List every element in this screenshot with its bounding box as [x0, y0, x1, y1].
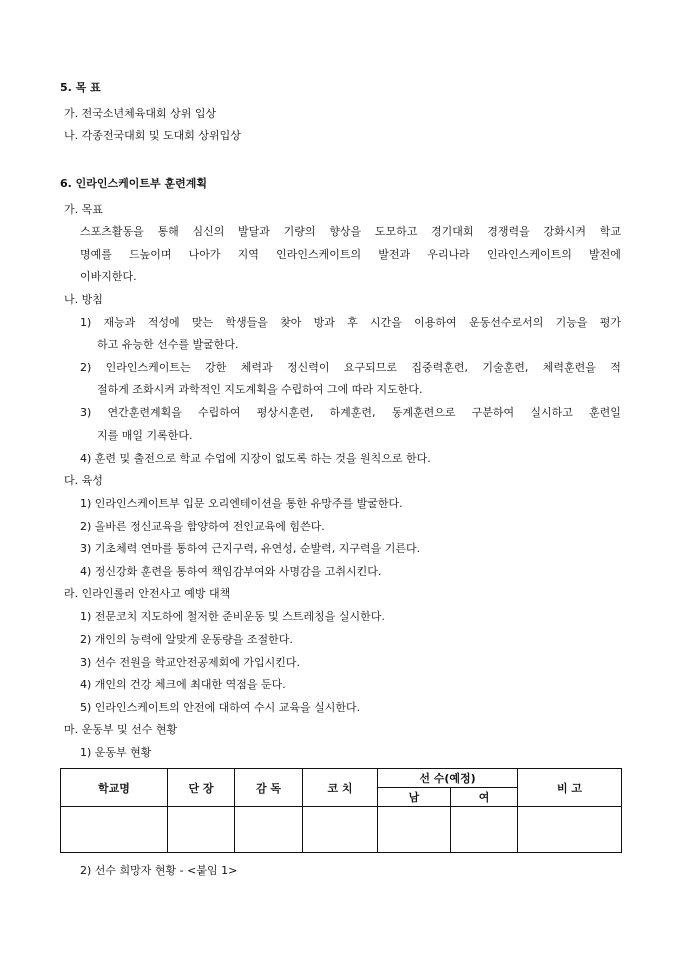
header-female: 여 [451, 788, 518, 807]
word: 적성에 [147, 316, 180, 329]
word: 강한 [205, 361, 227, 374]
word: 체력훈련을 [542, 361, 596, 374]
ra-item-2: 2) 개인의 능력에 알맞게 운동량을 조절한다. [80, 633, 293, 646]
word: 향상을 [329, 225, 362, 238]
word: 체력과 [240, 361, 273, 374]
cell-female [451, 807, 518, 853]
word: 기술훈련, [482, 361, 529, 374]
na-item-1-line-2: 하고 유능한 선수를 발굴한다. [97, 338, 239, 351]
ra-item-5: 5) 인라인스케이트의 안전에 대하여 수시 교육을 실시한다. [80, 701, 361, 714]
da-item-4: 4) 정신강화 훈련을 통하여 책임감부여와 사명감을 고취시킨다. [80, 565, 382, 578]
ga-paragraph-line-1 [80, 225, 621, 239]
word: 기량의 [283, 225, 316, 238]
na-item-3-line-1 [80, 406, 621, 420]
word: 평상시훈련, [256, 406, 314, 419]
word: 이용하여 [414, 316, 457, 329]
header-director: 감 독 [235, 769, 303, 807]
cell-director [235, 807, 303, 853]
word: 우리나라 [427, 248, 470, 261]
cell-male [378, 807, 451, 853]
cell-coach [303, 807, 378, 853]
cell-school [61, 807, 168, 853]
word: 나아가 [188, 248, 221, 261]
word: 집중력훈련, [411, 361, 469, 374]
header-players: 선 수(예정) [378, 769, 518, 788]
word: 하계훈련, [329, 406, 376, 419]
sub-na-heading: 나. 방침 [64, 293, 103, 306]
header-male: 남 [378, 788, 451, 807]
word: 3) [80, 406, 92, 419]
word: 시간을 [370, 316, 402, 329]
team-status-table [60, 768, 622, 853]
ra-item-1: 1) 전문코치 지도하에 철저한 준비운동 및 스트레칭을 실시한다. [80, 610, 385, 623]
ra-item-4: 4) 개인의 건강 체크에 최대한 역점을 둔다. [80, 678, 286, 691]
na-item-2-line-2: 절하게 조화시켜 과학적인 지도계획을 수립하여 그에 따라 지도한다. [97, 383, 423, 396]
word: 방과 [313, 316, 335, 329]
sub-ma-heading: 마. 운동부 및 선수 현황 [64, 723, 178, 736]
word: 인라인스케이트의 [486, 248, 572, 261]
ga-paragraph-line-2 [80, 248, 621, 262]
sec5-item-1: 가. 전국소년체육대회 상위 입상 [64, 107, 217, 120]
word: 통해 [157, 225, 179, 238]
ma-sub-2: 2) 선수 희망자 현황 - <붙임 1> [80, 864, 238, 877]
header-note: 비 고 [518, 769, 622, 807]
word: 발전에 [589, 248, 621, 261]
word: 1) [80, 316, 92, 329]
na-item-3-line-2: 지를 매일 기록한다. [97, 429, 193, 442]
na-item-2-line-1 [80, 361, 621, 375]
word: 스포츠활동을 [80, 225, 144, 238]
da-item-1: 1) 인라인스케이트부 입문 오리엔테이션을 통한 유망주를 발굴한다. [80, 497, 403, 510]
word: 기능을 [555, 316, 588, 329]
word: 운동선수로서의 [468, 316, 544, 329]
word: 평가 [599, 316, 621, 329]
sec5-item-2: 나. 각종전국대회 및 도대회 상위입상 [64, 129, 241, 142]
section-6-title: 6. 인라인스케이트부 훈련계획 [60, 177, 208, 190]
word: 연간훈련계획을 [107, 406, 182, 419]
word: 발달과 [238, 225, 270, 238]
word: 적 [610, 361, 621, 374]
section-5-title: 5. 목 표 [60, 81, 101, 94]
word: 2) [80, 361, 92, 374]
header-school-name: 학교명 [61, 769, 168, 807]
word: 요구되므로 [343, 361, 397, 374]
ma-sub-1: 1) 운동부 현황 [80, 746, 152, 759]
word: 경쟁력을 [487, 225, 530, 238]
sub-da-heading: 다. 육성 [64, 474, 103, 487]
word: 심신의 [192, 225, 225, 238]
word: 명예를 [80, 248, 112, 261]
word: 인라인스케이트의 [276, 248, 362, 261]
sub-ra-heading: 라. 인라인롤러 안전사고 예방 대책 [64, 587, 231, 600]
word: 학생들을 [225, 316, 268, 329]
na-item-1-line-1 [80, 316, 621, 330]
word: 구분하여 [471, 406, 515, 419]
word: 발전과 [378, 248, 411, 261]
da-item-3: 3) 기초체력 연마를 통하여 근지구력, 유연성, 순발력, 지구력을 기른다. [80, 542, 421, 555]
word: 실시하고 [530, 406, 573, 419]
word: 경기대회 [431, 225, 474, 238]
word: 드높이며 [129, 248, 172, 261]
word: 수립하여 [198, 406, 241, 419]
word: 학교 [599, 225, 621, 238]
word: 강화시켜 [543, 225, 586, 238]
ra-item-3: 3) 선수 전원을 학교안전공제회에 가입시킨다. [80, 656, 301, 669]
word: 훈련일 [589, 406, 621, 419]
word: 재능과 [103, 316, 136, 329]
sub-ga-heading: 가. 목표 [64, 203, 103, 216]
table-row [61, 807, 622, 853]
word: 후 [347, 316, 358, 329]
header-coach: 코 치 [303, 769, 378, 807]
cell-captain [168, 807, 235, 853]
word: 동계훈련으로 [391, 406, 456, 419]
word: 지역 [237, 248, 259, 261]
na-item-4: 4) 훈련 및 출전으로 학교 수업에 지장이 없도록 하는 것을 원칙으로 한다. [80, 452, 431, 465]
word: 정신력이 [286, 361, 330, 374]
header-captain: 단 장 [168, 769, 235, 807]
cell-note [518, 807, 622, 853]
word: 맞는 [191, 316, 214, 329]
word: 인라인스케이트는 [105, 361, 191, 374]
word: 도모하고 [374, 225, 418, 238]
word: 찾아 [280, 316, 302, 329]
da-item-2: 2) 올바른 정신교육을 함양하여 전인교육에 힘쓴다. [80, 520, 325, 533]
ga-paragraph-line-3: 이바지한다. [80, 270, 137, 283]
